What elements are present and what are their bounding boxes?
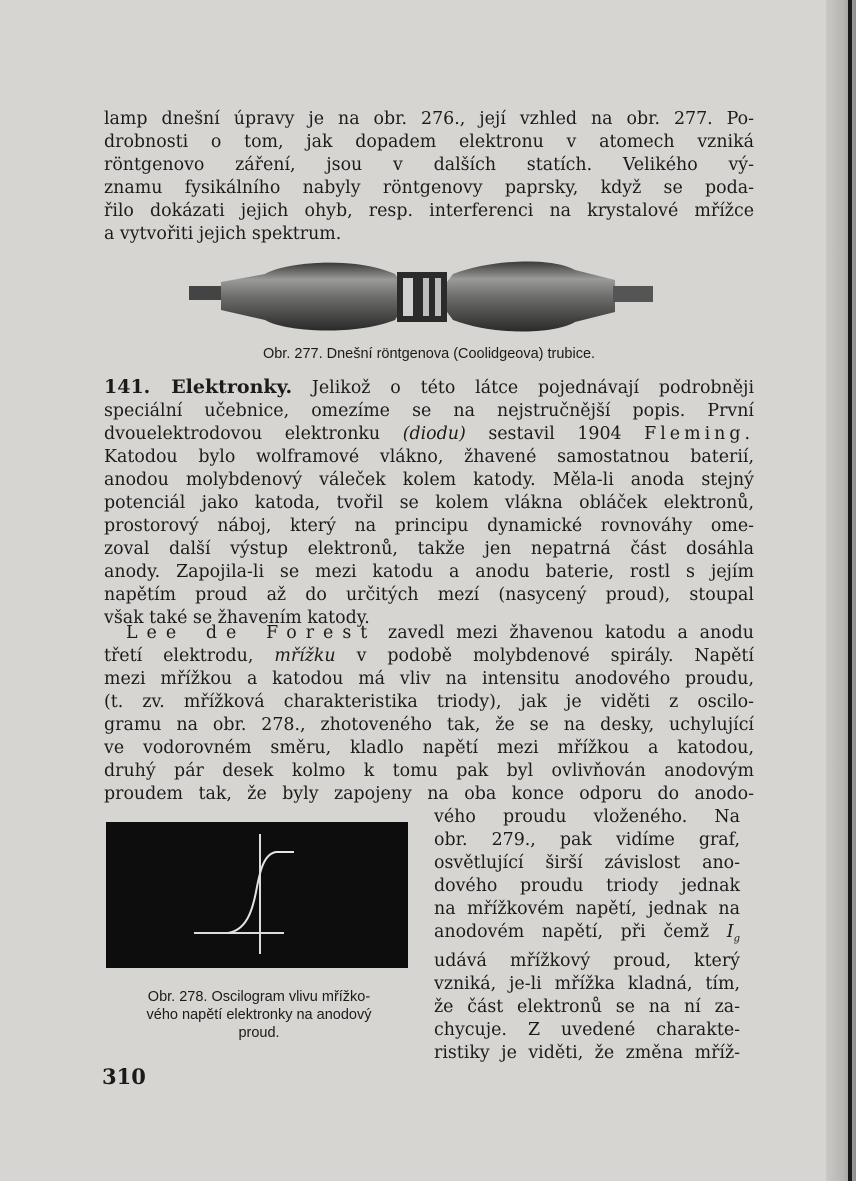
text-line	[104, 622, 754, 645]
text-fragment: v podobě molybdenové spirály. Napětí	[356, 646, 754, 666]
intro-paragraph	[104, 108, 754, 246]
text-line: gramu na obr. 278., zhotoveného tak, že se na desky, uchylující	[104, 715, 754, 735]
grid-current-symbol	[726, 922, 740, 945]
text-line: ristiky je viděti, že změna mříž-	[434, 1043, 740, 1064]
right-bulb	[447, 261, 615, 331]
text-fragment: dvouelektrodovou elektronku	[104, 424, 381, 444]
text-fragment: zavedl mezi žhavenou katodu a anodu	[388, 623, 754, 643]
text-line: na mřížkovém napětí, jednak na	[434, 899, 740, 919]
text-line: anodou molybdenový váleček kolem katody. Měla-li anoda stejný	[104, 470, 754, 490]
lee-de-forest-paragraph	[104, 622, 754, 806]
section-heading: 141. Elektronky.	[104, 376, 293, 398]
band-stripe	[435, 278, 441, 316]
caption-line: vého napětí elektronky na anodový	[146, 1007, 372, 1023]
text-line: anody. Zapojila-li se mezi katodu a anodu baterie, rostl s jejím	[104, 562, 754, 582]
text-line: vzniká, je-li mřížka kladná, tím,	[434, 974, 740, 995]
caption-line: proud.	[238, 1025, 280, 1041]
text-line: vého proudu vloženého. Na	[434, 807, 740, 827]
text-line: (t. zv. mřížková charakteristika triody), jak je viděti z oscilo-	[104, 692, 754, 712]
text-fragment: Jelikož o této látce pojednávají podrobněji	[311, 378, 754, 398]
text-line: znamu fysikálního nabyly röntgenovy paprsky, když se poda-	[104, 178, 754, 198]
text-line: proudem tak, že byly zapojeny na oba konce odporu do anodo-	[104, 784, 754, 804]
section-141-paragraph	[104, 376, 754, 630]
oscillogram-figure	[106, 822, 408, 968]
text-line	[434, 921, 740, 950]
text-line: potenciál jako katoda, tvořil se kolem vlákna obláček elektronů,	[104, 493, 754, 513]
page-edge-line	[848, 0, 852, 1181]
text-line: však také se žhavením katody.	[104, 608, 370, 628]
figure-277-caption: Obr. 277. Dnešní röntgenova (Coolidgeova) trubice.	[262, 346, 596, 362]
coolidge-tube-figure	[185, 252, 660, 342]
text-line: chycuje. Z uvedené charakte-	[434, 1020, 740, 1041]
text-line: osvětlující širší závislost ano-	[434, 853, 740, 873]
text-fragment: třetí elektrodu,	[104, 646, 254, 666]
text-line: dového proudu triody jednak	[434, 876, 740, 896]
text-fragment: sestavil 1904	[488, 424, 622, 444]
italic-term: mřížku	[274, 646, 336, 666]
symbol-letter: I	[726, 922, 734, 942]
text-line: a vytvořiti jejich spektrum.	[104, 224, 342, 244]
text-line: zoval další výstup elektronů, takže jen nepatrná část dosáhla	[104, 539, 754, 559]
text-line: speciální učebnice, omezíme se na nejstručnější popis. První	[104, 401, 754, 421]
text-line: prostorový náboj, který na principu dynamické rovnováhy ome-	[104, 516, 754, 536]
caption-line: Obr. 278. Oscilogram vlivu mřížko-	[147, 989, 371, 1005]
text-line: ve vodorovném směru, kladlo napětí mezi mřížkou a katodou,	[104, 738, 754, 758]
person-name: Fleming.	[644, 424, 755, 444]
italic-term: (diodu)	[402, 424, 466, 444]
symbol-subscript: g	[733, 933, 740, 945]
text-line: mezi mřížkou a katodou má vliv na intensitu anodového proudu,	[104, 669, 754, 689]
text-line: obr. 279., pak vidíme graf,	[434, 830, 740, 850]
text-line: že část elektronů se na ní za-	[434, 997, 740, 1018]
band-stripe	[403, 278, 413, 316]
text-line: Katodou bylo wolframové vlákno, žhavené samostatnou baterií,	[104, 447, 754, 467]
band-stripe	[423, 278, 429, 316]
left-terminal	[189, 286, 225, 300]
text-line: řilo dokázati jejich ohyb, resp. interferenci na krystalové mřížce	[104, 201, 754, 221]
text-line: napětím proud až do určitých mezí (nasycený proud), stoupal	[104, 585, 754, 605]
oscillogram-background	[106, 822, 408, 968]
person-name: Lee de Forest	[126, 623, 377, 643]
narrow-column	[434, 806, 740, 1065]
right-terminal	[613, 286, 653, 302]
page-number: 310	[102, 1064, 146, 1089]
text-line	[104, 645, 754, 668]
text-line: drobnosti o tom, jak dopadem elektronu v atomech vzniká	[104, 132, 754, 152]
text-line: lamp dnešní úpravy je na obr. 276., její vzhled na obr. 277. Po-	[104, 109, 754, 129]
text-fragment: anodovém napětí, při čemž	[434, 922, 710, 942]
text-line: druhý pár desek kolmo k tomu pak byl ovlivňován anodovým	[104, 761, 754, 781]
figure-278-caption	[104, 988, 414, 1042]
left-bulb	[221, 263, 400, 331]
text-line	[104, 376, 754, 400]
text-line	[104, 423, 754, 446]
text-line: udává mřížkový proud, který	[434, 951, 740, 972]
text-line: röntgenovo záření, jsou v dalších statích. Velikého vý-	[104, 155, 754, 175]
